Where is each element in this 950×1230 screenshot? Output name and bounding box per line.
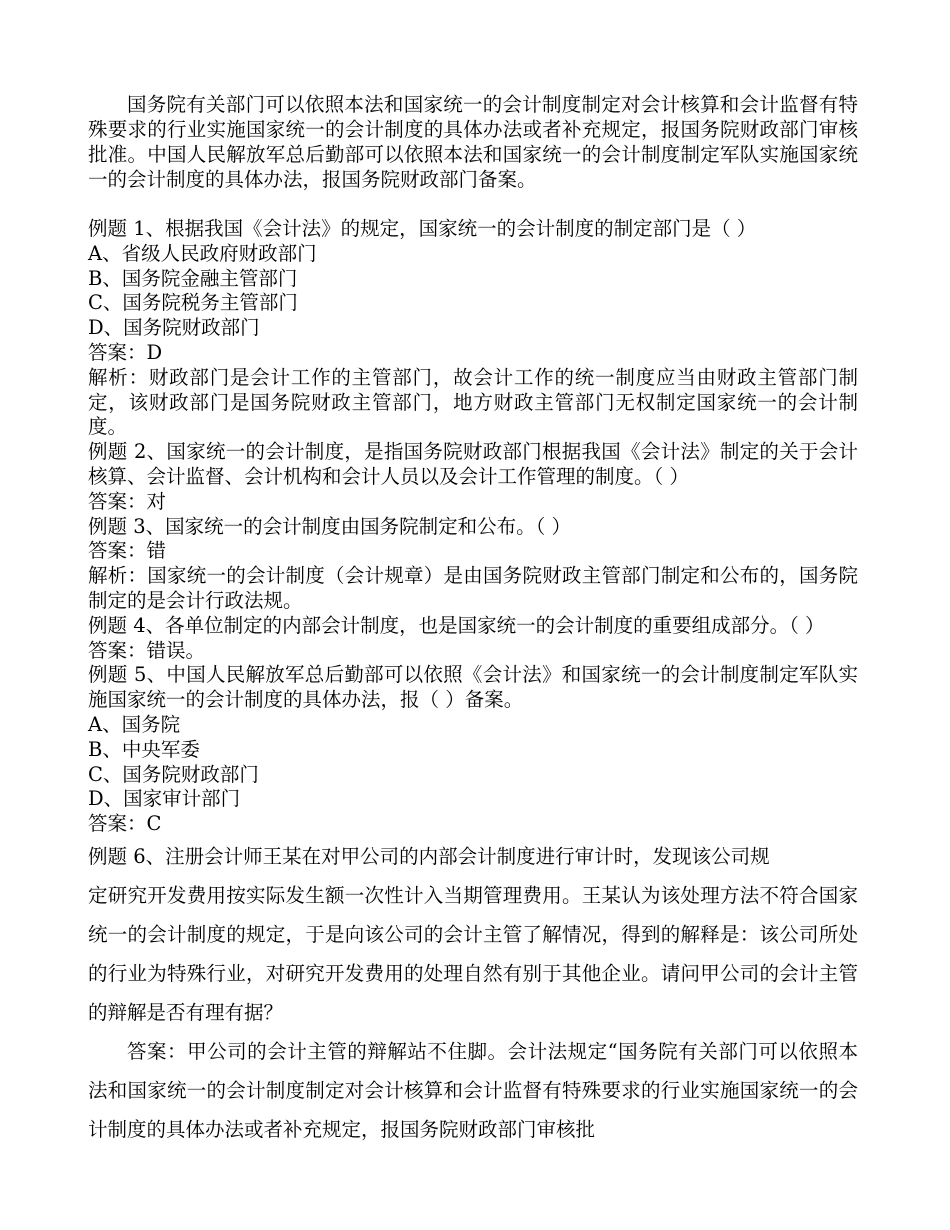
- q5-option-d: D、国家审计部门: [88, 787, 241, 811]
- document-page: [88, 92, 858, 1149]
- q3-question: 例题 3、国家统一的会计制度由国务院制定和公布。（ ）: [88, 514, 572, 538]
- q1-explanation: 解析：财政部门是会计工作的主管部门，故会计工作的统一制度应当由财政主管部门制定，该财政部门是国务院财政主管部门，地方财政主管部门无权制定国家统一的会计制度。: [88, 365, 858, 439]
- q5-option-c: C、国务院财政部门: [88, 762, 259, 786]
- q6-question-first-line: 例题 6、注册会计师王某在对甲公司的内部会计制度进行审计时，发现该公司规: [88, 844, 770, 868]
- q3-answer: 答案：错: [88, 539, 167, 563]
- q4-answer: 答案：错误。: [88, 638, 206, 662]
- q3-explanation: 解析：国家统一的会计制度（会计规章）是由国务院财政主管部门制定和公布的，国务院制定的是会计行政法规。: [88, 564, 858, 612]
- exercise-6: [88, 837, 858, 1149]
- q1-option-d: D、国务院财政部门: [88, 316, 260, 340]
- q1-option-b: B、国务院金融主管部门: [88, 266, 298, 290]
- q1-option-c: C、国务院税务主管部门: [88, 291, 298, 315]
- q1-answer: 答案：D: [88, 340, 163, 364]
- q2-answer: 答案：对: [88, 489, 167, 513]
- intro-paragraph: 国务院有关部门可以依照本法和国家统一的会计制度制定对会计核算和会计监督有特殊要求的行业实施国家统一的会计制度的具体办法或者补充规定，报国务院财政部门审核批准。中国人民解放军总后勤部可以依照本法和国家统一的会计制度制定军队实施国家统一的会计制度的具体办法，报国务院财政部门备案。: [88, 93, 858, 191]
- q1-question: 例题 1、根据我国《会计法》的规定，国家统一的会计制度的制定部门是（ ）: [88, 217, 757, 240]
- q5-option-b: B、中央军委: [88, 737, 200, 761]
- q6-question-rest: 定研究开发费用按实际发生额一次性计入当期管理费用。王某认为该处理方法不符合国家统一的会计制度的规定，于是向该公司的会计主管了解情况，得到的解释是：该公司所处的行业为特殊行业，对研究开发费用的处理自然有别于其他企业。请问甲公司的会计主管的辩解是否有理有据？: [88, 883, 858, 1024]
- q5-option-a: A、国务院: [88, 712, 181, 736]
- q4-question: 例题 4、各单位制定的内部会计制度，也是国家统一的会计制度的重要组成部分。（ ）: [88, 613, 825, 637]
- q1-option-a: A、省级人民政府财政部门: [88, 241, 317, 265]
- q2-question: 例题 2、国家统一的会计制度，是指国务院财政部门根据我国《会计法》制定的关于会计核算、会计监督、会计机构和会计人员以及会计工作管理的制度。（ ）: [88, 440, 858, 488]
- q5-question: 例题 5、中国人民解放军总后勤部可以依照《会计法》和国家统一的会计制度制定军队实施国家统一的会计制度的具体办法，报（ ）备案。: [88, 663, 858, 712]
- q6-answer: 答案：甲公司的会计主管的辩解站不住脚。会计法规定“国务院有关部门可以依照本法和国家统一的会计制度制定对会计核算和会计监督有特殊要求的行业实施国家统一的会计制度的具体办法或者补充规定，报国务院财政部门审核批: [88, 1039, 858, 1141]
- exercise-list: [88, 217, 858, 837]
- q5-answer: 答案：C: [88, 812, 162, 836]
